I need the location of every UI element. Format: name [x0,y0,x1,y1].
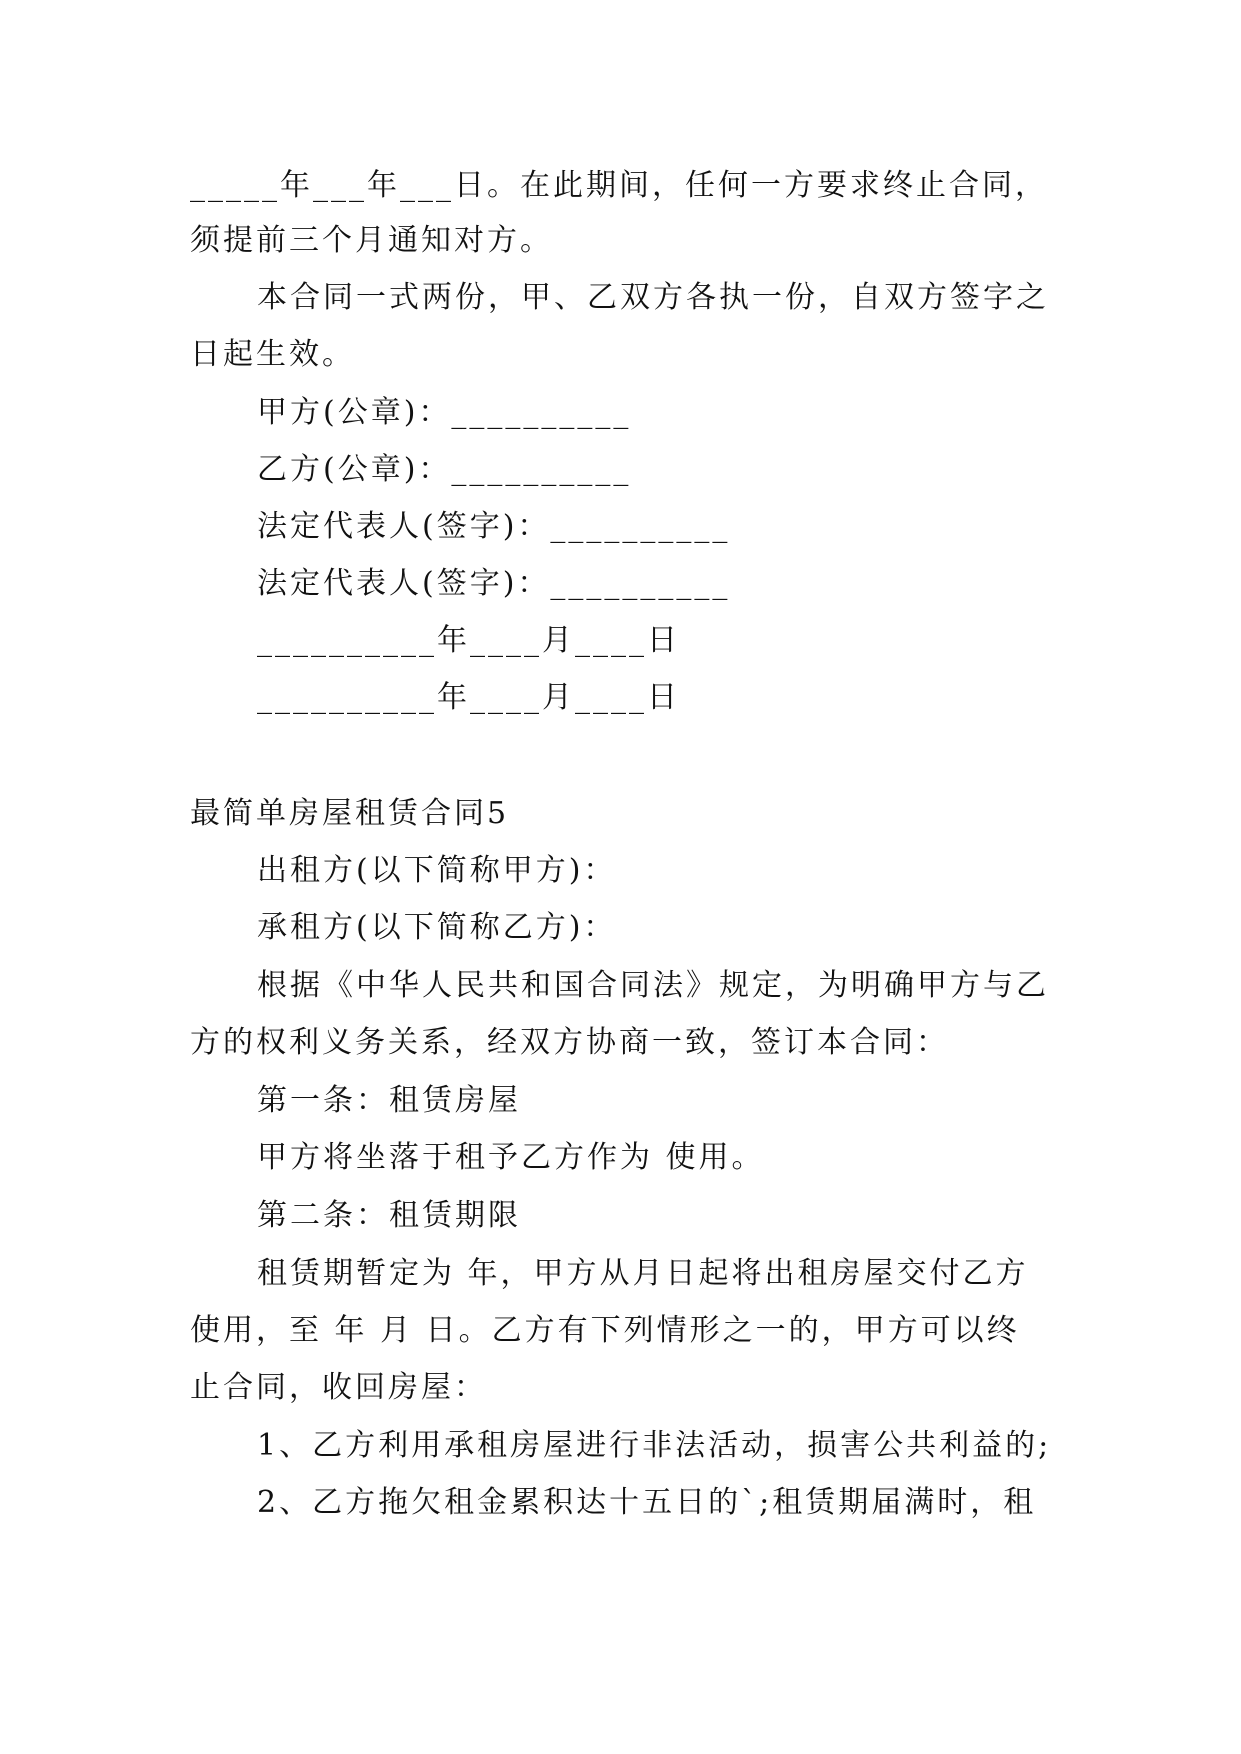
paragraph-line: 租赁期暂定为 年，甲方从月日起将出租房屋交付乙方 [257,1256,1029,1291]
paragraph-line: 根据《中华人民共和国合同法》规定，为明确甲方与乙 [257,968,1049,1003]
party-a-seal: 甲方(公章)：__________ [257,395,632,430]
paragraph-line: 甲方将坐落于租予乙方作为 使用。 [257,1140,765,1175]
paragraph-line: _____年___年___日。在此期间，任何一方要求终止合同， [190,168,1048,203]
list-item: 1、乙方利用承租房屋进行非法活动，损害公共利益的; [257,1428,1052,1463]
paragraph-line: 本合同一式两份，甲、乙双方各执一份，自双方签字之 [257,280,1049,315]
article-title: 第一条：租赁房屋 [257,1083,521,1118]
paragraph-line: 使用，至 年 月 日。乙方有下列情形之一的，甲方可以终 [190,1313,1020,1348]
paragraph-line: 方的权利义务关系，经双方协商一致，签订本合同： [190,1025,949,1060]
section-title: 最简单房屋租赁合同5 [190,796,510,831]
date-line-b: __________年____月____日 [257,680,680,715]
lessee-line: 承租方(以下简称乙方)： [257,910,617,945]
party-b-seal: 乙方(公章)：__________ [257,452,632,487]
legal-rep-a-signature: 法定代表人(签字)：__________ [257,509,731,544]
legal-rep-b-signature: 法定代表人(签字)：__________ [257,566,731,601]
paragraph-line: 须提前三个月通知对方。 [190,223,553,258]
paragraph-line: 日起生效。 [190,337,355,372]
article-title: 第二条：租赁期限 [257,1198,521,1233]
list-item: 2、乙方拖欠租金累积达十五日的`;租赁期届满时，租 [257,1485,1037,1520]
lessor-line: 出租方(以下简称甲方)： [257,853,617,888]
date-line-a: __________年____月____日 [257,623,680,658]
paragraph-line: 止合同，收回房屋： [190,1370,487,1405]
